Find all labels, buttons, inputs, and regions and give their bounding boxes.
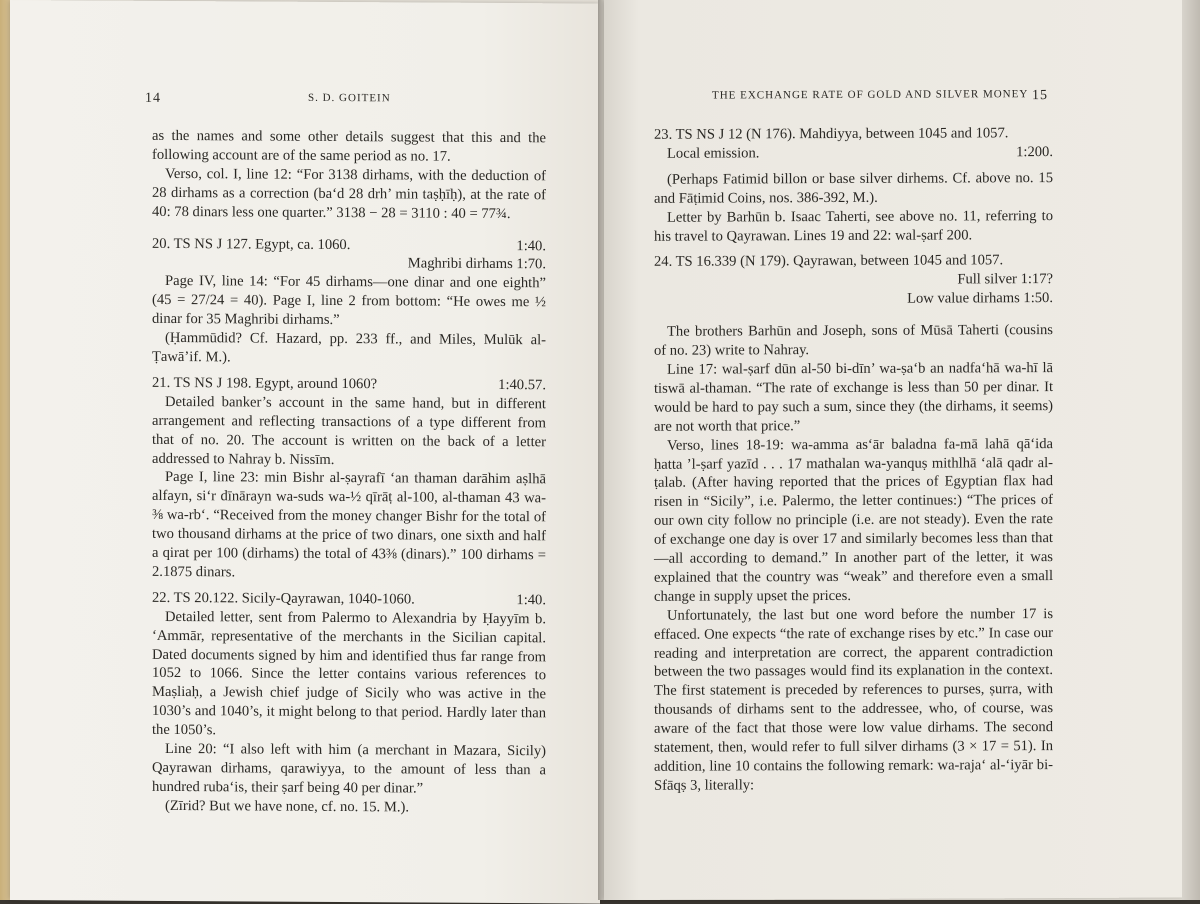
- left-page: [10, 0, 600, 904]
- paragraph: Detailed banker’s account in the same hand, but in different arrangement and reflecting transactions of a type different from that of no. 20. The account is written on the back of a letter addressed to Nahray b. Nissīm.: [152, 393, 546, 468]
- paragraph: Letter by Barhūn b. Isaac Taherti, see above no. 11, referring to his travel to Qayrawan. Lines 19 and 22: wal-ṣarf 200.: [654, 207, 1053, 245]
- entry-title: 21. TS NS J 198. Egypt, around 1060?: [152, 374, 378, 393]
- entry-title: 22. TS 20.122. Sicily-Qayrawan, 1040-1060.: [152, 589, 415, 608]
- paragraph: (Zīrid? But we have none, cf. no. 15. M.).: [165, 797, 409, 816]
- entry-23-subhead: [654, 143, 1053, 164]
- paragraph: Verso, lines 18-19: wa-amma as‘ār baladna fa-mā lahā qā‘ida ḥatta ’l-ṣarf yazīd . . . 17 mathalan wa-yanquṣ mithlhā ‘alā qadr al-ṭalab. (After having reported that the prices of Egyptian flax had risen in “Sicily”, i.e. Palermo, the letter continues:) “The prices of our own city follow no principle (i.e. are not steady). Even the rate of exchange one day is over 17 and similarly becomes less than that—all according to demand.” In another part of the letter, it was explained that the country was “weak” and therefore even a small change in supply upset the prices.: [654, 435, 1053, 605]
- entry-title: 20. TS NS J 127. Egypt, ca. 1060.: [152, 235, 351, 253]
- entry-20-heading: [152, 234, 546, 255]
- exchange-rate: 1:40.57.: [498, 376, 546, 394]
- exchange-rate: 1:40.: [516, 591, 546, 609]
- right-running-head: [604, 87, 1184, 110]
- paragraph: (Perhaps Fatimid billon or base silver dirhems. Cf. above no. 15 and Fāṭimid Coins, nos. 386-392, M.).: [654, 169, 1053, 207]
- right-page: [604, 0, 1184, 900]
- left-running-title: S. D. GOITEIN: [308, 91, 391, 105]
- page-stack-edge: [1182, 0, 1200, 900]
- paragraph: (Ḥammūdid? Cf. Hazard, pp. 233 ff., and Miles, Mulūk al-Ṭawā’if. M.).: [152, 330, 546, 366]
- paragraph: Verso, col. I, line 12: “For 3138 dirhams, with the deduction of 28 dirhams as a correction (ba‘d 28 drh’ min taṣḥīḥ), at the rate of 40: 78 dinars less one quarter.” 3138 − 28 = 3110 : 40 = 77¾.: [152, 165, 546, 222]
- exchange-rate: 1:40.: [516, 237, 546, 254]
- left-running-head: [10, 90, 600, 114]
- right-running-title: THE EXCHANGE RATE OF GOLD AND SILVER MONEY: [712, 88, 1029, 102]
- paragraph: Page I, line 23: min Bishr al-ṣayrafī ‘an thaman darāhim aṣlhā alfayn, si‘r dīnārayn wa-suds wa-½ qīrāṭ al-100, al-thaman 43 wa-⅜ wa-rb‘. “Received from the money changer Bishr for the total of two thousand dirhams at the price of two dinars, one sixth and half a qirat per 100 (dirhams) the total of 43⅜ (dinars).” 100 dirhams = 2.1875 dinars.: [152, 469, 546, 581]
- entry-22-heading: [152, 589, 546, 610]
- exchange-rate: 1:200.: [1016, 143, 1053, 161]
- paragraph: Line 17: wal-ṣarf dūn al-50 bi-dīn’ wa-ṣa‘b an nadfa‘hā wa-hī lā tiswā al-thaman. “The rate of exchange is less than 50 per dinar. It would be hard to pay such a sum, since they (the dirhams, it seems) are not worth that price.”: [654, 360, 1053, 435]
- exchange-rate: Low value dirhams 1:50.: [907, 290, 1053, 307]
- left-page-number: 14: [145, 90, 161, 106]
- paragraph: as the names and some other details suggest that this and the following account are of the same period as no. 17.: [152, 127, 546, 165]
- entry-title: 23. TS NS J 12 (N 176). Mahdiyya, between 1045 and 1057.: [654, 125, 1009, 143]
- paragraph: Line 20: “I also left with him (a merchant in Mazara, Sicily) Qayrawan dirhams, qarawiyya, to the amount of less than a hundred ruba‘is, their ṣarf being 40 per dinar.”: [152, 741, 546, 797]
- entry-21-heading: [152, 374, 546, 395]
- exchange-rate: Full silver 1:17?: [957, 271, 1053, 288]
- paragraph: The brothers Barhūn and Joseph, sons of Mūsā Taherti (cousins of no. 23) write to Nahray.: [654, 322, 1053, 359]
- paragraph: Unfortunately, the last but one word before the number 17 is effaced. One expects “the rate of exchange rises by etc.” In case our reading and interpretation are correct, the apparent contradiction between the two passages would find its explanation in the context. The first statement is preceded by references to purses, ṣurra, with thousands of dirhams sent to the addressee, who, of course, was aware of the fact that those were low value dirhams. The second statement, then, would refer to full silver dirhams (3 × 17 = 51). In addition, line 10 contains the following remark: wa-raja‘ al-‘iyār bi-Sfāqṣ 3, literally:: [654, 605, 1053, 794]
- emission-note: Local emission.: [667, 145, 760, 162]
- paragraph: Detailed letter, sent from Palermo to Alexandria by Ḥayyīm b. ‘Ammār, representative of the merchants in the Sicilian capital. Dated documents signed by him and identified thus far range from 1052 to 1066. Since the letter contains various references to Maṣliaḥ, a Jewish chief judge of Sicily who was active in the 1030’s and 1040’s, it might belong to that period. Hardly later than the 1050’s.: [152, 608, 546, 739]
- entry-title: 24. TS 16.339 (N 179). Qayrawan, between 1045 and 1057.: [654, 252, 1004, 271]
- left-page-body: [152, 127, 546, 818]
- right-page-number: 15: [1032, 88, 1048, 104]
- paragraph: Page IV, line 14: “For 45 dirhams—one dinar and one eighth” (45 = 27/24 = 40). Page I, line 2 from bottom: “He owes me ½ dinar for 35 Maghribi dirhams.”: [152, 273, 546, 329]
- right-page-body: [654, 124, 1053, 796]
- exchange-rate: Maghribi dirhams 1:70.: [407, 255, 546, 273]
